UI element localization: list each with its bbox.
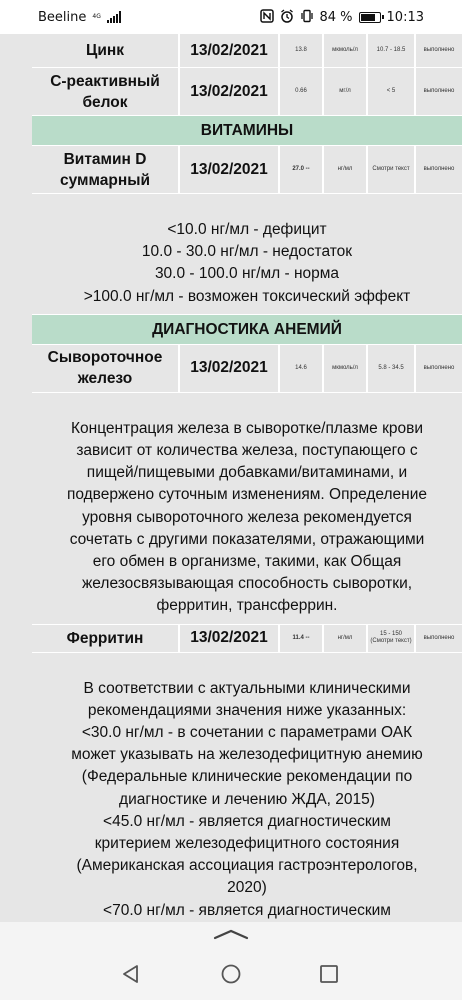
- note-line: В соответствии с актуальными клиническими: [83, 679, 411, 697]
- note-line: подвержено суточным изменениям. Определение: [66, 486, 428, 504]
- battery-percent: 84 %: [319, 9, 353, 25]
- test-unit: нг/мл: [324, 625, 368, 652]
- note-line: (Американская ассоциация гастроэнтерологов,: [76, 857, 418, 875]
- test-reference: < 5: [368, 68, 416, 115]
- test-value: 14.6: [280, 345, 324, 392]
- test-reference: 15 - 150 (Смотри текст): [368, 625, 416, 652]
- note-line: ферритин, трансферрин.: [156, 597, 338, 615]
- test-value: 27.0 --: [280, 146, 324, 193]
- ferritin-note: [32, 653, 462, 922]
- battery-fill: [361, 14, 375, 21]
- iron-note: [32, 393, 462, 625]
- note-line: 10.0 - 30.0 нг/мл - недостаток: [141, 243, 353, 261]
- status-left: [38, 10, 121, 25]
- vibrate-icon: [300, 9, 314, 26]
- note-line: сочетать с другими показателями, отражающими: [69, 530, 425, 548]
- note-line: 2020): [227, 879, 267, 897]
- vitamin-d-note: [32, 194, 462, 315]
- section-header-anemia: ДИАГНОСТИКА АНЕМИЙ: [32, 315, 462, 345]
- note-line: <70.0 нг/мл - является диагностическим: [103, 901, 391, 919]
- status-bar: [0, 0, 462, 34]
- note-line: Концентрация железа в сыворотке/плазме крови: [71, 419, 423, 437]
- test-date: 13/02/2021: [180, 146, 280, 193]
- back-icon[interactable]: [121, 964, 141, 984]
- note-line: железосвязывающая способность сыворотки,: [81, 575, 413, 593]
- note-line: 30.0 - 100.0 нг/мл - норма: [154, 265, 340, 283]
- test-date: 13/02/2021: [180, 34, 280, 67]
- section-header-vitamins: ВИТАМИНЫ: [32, 116, 462, 146]
- test-status: выполнено: [423, 364, 455, 371]
- lab-report-table: [32, 34, 462, 922]
- alarm-icon: [280, 9, 294, 26]
- test-reference: 10.7 - 18.5: [368, 34, 416, 67]
- table-row: [32, 625, 462, 653]
- table-row: [32, 345, 462, 393]
- status-right: [260, 9, 425, 26]
- network-type: 4G: [92, 13, 101, 20]
- test-status: выполнено: [423, 634, 455, 641]
- test-status: выполнено: [423, 88, 455, 94]
- carrier-name: Beeline: [38, 9, 87, 25]
- table-row: [32, 68, 462, 116]
- note-line: >100.0 нг/мл - возможен токсический эффект: [83, 287, 411, 305]
- recents-icon[interactable]: [319, 964, 339, 984]
- note-line: рекомендациями значения ниже указанных:: [87, 701, 407, 719]
- table-row: [32, 146, 462, 194]
- clock-time: 10:13: [386, 9, 424, 25]
- test-unit: мг/л: [324, 68, 368, 115]
- test-reference: 5.8 - 34.5: [368, 345, 416, 392]
- note-line: может указывать на железодефицитную анемию: [71, 746, 423, 764]
- test-unit: нг/мл: [324, 146, 368, 193]
- test-date: 13/02/2021: [180, 345, 280, 392]
- test-status: выполнено: [423, 166, 455, 172]
- note-line: <10.0 нг/мл - дефицит: [167, 221, 327, 238]
- test-value: 0.66: [280, 68, 324, 115]
- test-unit: мкмоль/л: [324, 34, 368, 67]
- chevron-up-icon[interactable]: [212, 928, 250, 940]
- home-icon[interactable]: [221, 964, 241, 984]
- note-line: уровня сывороточного железа рекомендуется: [82, 508, 412, 526]
- test-name: С-реактивный белок: [32, 68, 180, 115]
- nfc-icon: [260, 9, 274, 26]
- test-value: 13.8: [280, 34, 324, 67]
- test-unit: мкмоль/л: [324, 345, 368, 392]
- note-line: диагностике и лечению ЖДА, 2015): [119, 790, 375, 808]
- signal-icon: [107, 11, 121, 23]
- note-line: зависит от количества железа, поступающего с: [76, 442, 418, 460]
- table-row: [32, 34, 462, 68]
- report-viewport[interactable]: [0, 34, 462, 922]
- battery-icon: [359, 12, 381, 23]
- test-name: Цинк: [32, 34, 180, 67]
- test-reference: Смотри текст: [368, 146, 416, 193]
- test-status: выполнено: [423, 47, 455, 53]
- test-date: 13/02/2021: [180, 68, 280, 115]
- note-line: <30.0 нг/мл - в сочетании с параметрами ОАК: [81, 724, 413, 742]
- test-name: Сывороточное железо: [32, 345, 180, 392]
- test-name: Ферритин: [32, 625, 180, 652]
- note-line: его обмен в организме, такими, как Общая: [92, 553, 402, 571]
- note-line: критерием железодефицитного состояния: [94, 835, 400, 853]
- test-value: 11.4 --: [280, 625, 324, 652]
- test-date: 13/02/2021: [180, 625, 280, 652]
- test-name: Витамин D суммарный: [32, 146, 180, 193]
- toolbar-handle[interactable]: [0, 922, 462, 946]
- note-line: (Федеральные клинические рекомендации по: [81, 768, 413, 786]
- note-line: <45.0 нг/мл - является диагностическим: [103, 812, 391, 830]
- note-line: пищей/пищевыми добавками/витаминами, и: [86, 464, 408, 482]
